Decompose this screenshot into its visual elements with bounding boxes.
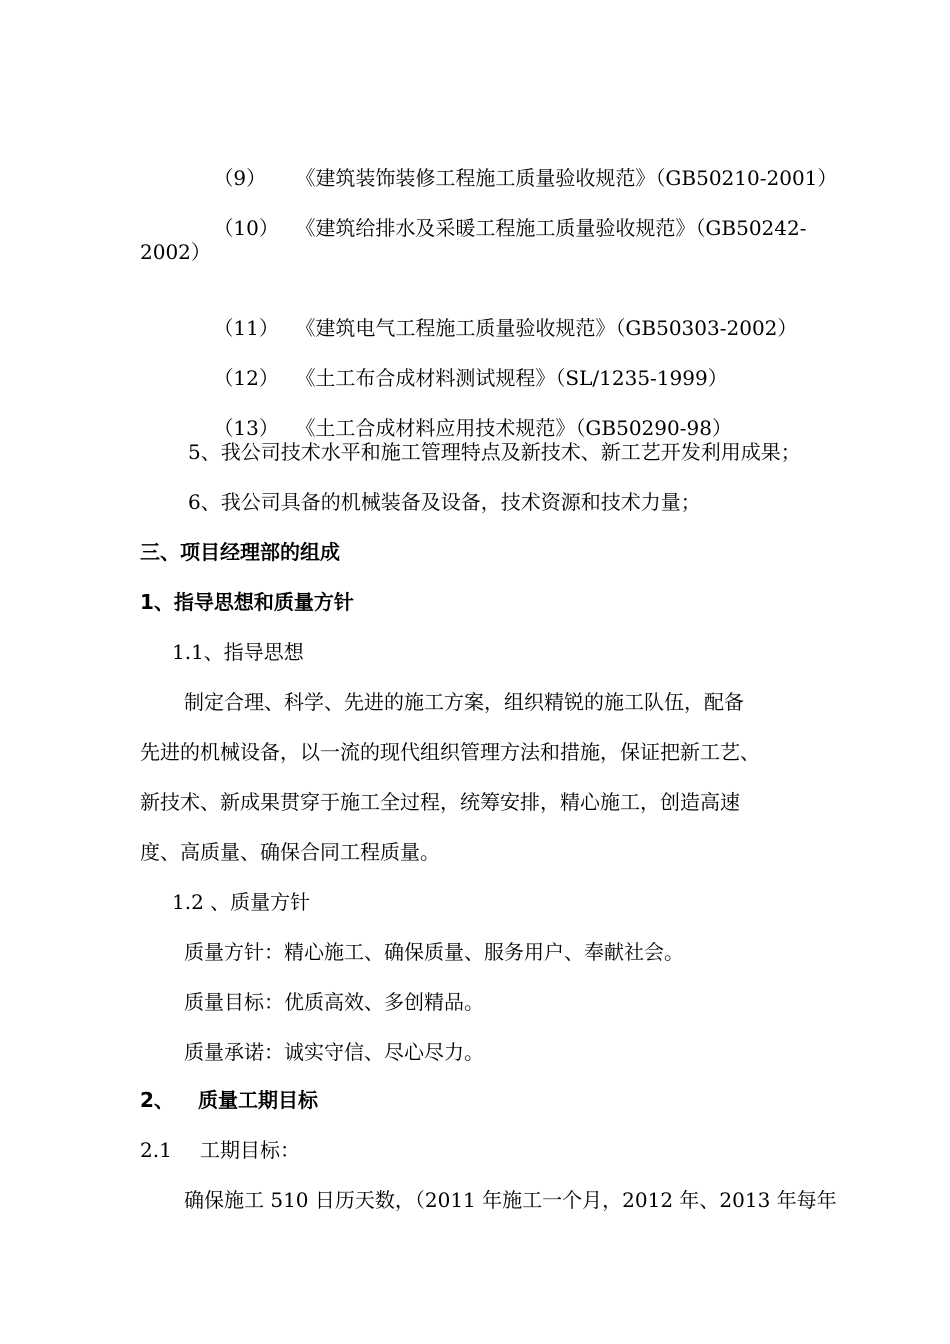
subsection-heading: 质量工期目标 — [198, 1088, 318, 1112]
section-heading: 三、项目经理部的组成 — [140, 540, 340, 564]
quality-policy: 质量方针：精心施工、确保质量、服务用户、奉献社会。 — [184, 940, 684, 964]
subsubsection-heading: 工期目标： — [200, 1138, 300, 1162]
reference-item — [188, 189, 807, 267]
basis-item: 5、我公司技术水平和施工管理特点及新技术、新工艺开发利用成果； — [188, 440, 801, 464]
paragraph-line: 确保施工 510 日历天数，（2011 年施工一个月，2012 年、2013 年每年 — [184, 1188, 837, 1212]
reference-title: 《建筑电气工程施工质量验收规范》 — [295, 316, 616, 340]
subsubsection-number: 2.1 — [140, 1138, 172, 1162]
quality-goal: 质量目标：优质高效、多创精品。 — [184, 990, 484, 1014]
reference-number: （11） — [213, 316, 279, 340]
paragraph-line: 新技术、新成果贯穿于施工全过程，统筹安排，精心施工，创造高速 — [140, 790, 740, 814]
paragraph-line: 制定合理、科学、先进的施工方案，组织精锐的施工队伍，配备 — [184, 690, 744, 714]
reference-title: 《建筑装饰装修工程施工质量验收规范》 — [295, 166, 656, 190]
reference-number: （9） — [213, 166, 267, 190]
subsubsection-heading: 1.2 、质量方针 — [172, 890, 311, 914]
basis-item: 6、我公司具备的机械装备及设备，技术资源和技术力量； — [188, 490, 701, 514]
reference-code: （GB50210-2001） — [655, 166, 838, 190]
reference-number: （13） — [213, 416, 279, 440]
paragraph-line: 先进的机械设备，以一流的现代组织管理方法和措施，保证把新工艺、 — [140, 740, 760, 764]
reference-code: （GB50303-2002） — [615, 316, 798, 340]
reference-title: 《土工合成材料应用技术规范》 — [295, 416, 576, 440]
subsubsection-heading: 1.1、指导思想 — [172, 640, 304, 664]
reference-code: （GB50242- — [695, 216, 807, 240]
paragraph-line: 度、高质量、确保合同工程质量。 — [140, 840, 440, 864]
reference-continuation: 2002） — [140, 240, 211, 264]
reference-number: （10） — [213, 216, 279, 240]
quality-promise: 质量承诺：诚实守信、尽心尽力。 — [184, 1040, 484, 1064]
subsection-heading: 1、指导思想和质量方针 — [140, 590, 354, 614]
reference-number: （12） — [213, 366, 279, 390]
reference-title: 《土工布合成材料测试规程》 — [295, 366, 556, 390]
reference-code: （SL/1235-1999） — [555, 366, 728, 390]
reference-code: （GB50290-98） — [575, 416, 732, 440]
subsection-number: 2、 — [140, 1088, 174, 1112]
reference-title: 《建筑给排水及采暖工程施工质量验收规范》 — [295, 216, 696, 240]
